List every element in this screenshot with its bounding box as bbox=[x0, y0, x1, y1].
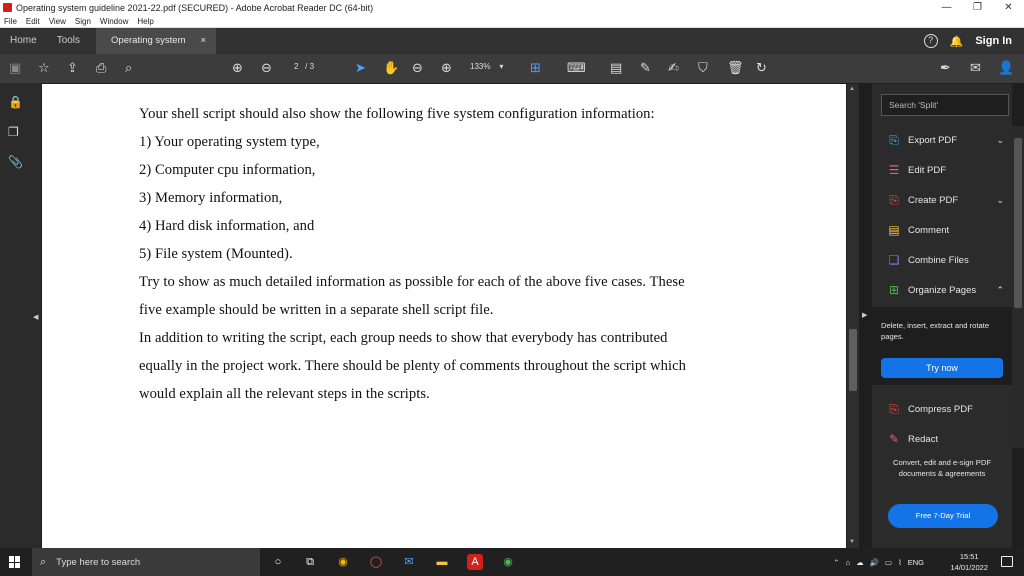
doc-line: Your shell script should also show the following five system configuration information: bbox=[139, 106, 655, 122]
tool-organize-pages[interactable] bbox=[886, 281, 1004, 299]
windows-taskbar bbox=[0, 548, 1024, 576]
promo-text: Convert, edit and e-sign PDF documents & agreements bbox=[893, 458, 991, 478]
delete-icon[interactable]: 🗑 bbox=[727, 60, 744, 75]
combine-files-icon: ❏ bbox=[888, 253, 900, 267]
draw-icon[interactable]: ✍ bbox=[668, 60, 679, 75]
tool-comment[interactable] bbox=[886, 221, 1004, 239]
zoom-dropdown[interactable] bbox=[470, 62, 503, 71]
find-zoom-icon[interactable]: ⌕ bbox=[125, 60, 133, 75]
doc-line: In addition to writing the script, each group needs to show that everybody has contributed bbox=[139, 330, 668, 346]
system-tray bbox=[833, 548, 924, 576]
free-trial-button[interactable]: Free 7-Day Trial bbox=[888, 504, 998, 528]
bookmark-star-icon[interactable]: ☆ bbox=[38, 60, 50, 75]
tab-document[interactable] bbox=[96, 28, 216, 54]
clock-date: 14/01/2022 bbox=[950, 563, 988, 572]
minimize-button[interactable]: — bbox=[941, 2, 952, 13]
chrome-icon[interactable]: ◉ bbox=[338, 556, 348, 568]
tool-combine-files[interactable] bbox=[886, 251, 1004, 269]
tools-pane-scroll-thumb[interactable] bbox=[1014, 138, 1022, 308]
menu-view[interactable]: View bbox=[48, 16, 66, 26]
redact-icon: ✎ bbox=[888, 432, 900, 446]
organize-pages-description bbox=[872, 307, 1012, 385]
scroll-up-icon[interactable]: ▲ bbox=[849, 86, 855, 92]
sign-pen-icon[interactable]: ✒ bbox=[940, 60, 951, 75]
tool-label: Create PDF bbox=[908, 194, 959, 206]
select-arrow-icon[interactable]: ➤ bbox=[355, 60, 366, 75]
tool-create-pdf[interactable] bbox=[886, 191, 1004, 209]
doc-line: 5) File system (Mounted). bbox=[139, 246, 293, 262]
chevron-down-icon: ▾ bbox=[499, 62, 504, 71]
taskbar-search[interactable] bbox=[32, 548, 260, 576]
window-title: Operating system guideline 2021-22.pdf (SECURED) - Adobe Acrobat Reader DC (64-bit) bbox=[16, 2, 374, 13]
share-user-icon[interactable]: 👤 bbox=[998, 60, 1015, 75]
clock-time: 15:51 bbox=[959, 552, 979, 561]
menu-file[interactable]: File bbox=[4, 16, 17, 26]
upload-cloud-icon[interactable]: ⇪ bbox=[67, 60, 78, 75]
document-scroll-thumb[interactable] bbox=[849, 329, 857, 391]
chevron-down-icon[interactable]: ⌄ bbox=[996, 194, 1004, 205]
tool-label: Organize Pages bbox=[908, 284, 977, 296]
tool-label: Export PDF bbox=[908, 134, 958, 146]
edit-pdf-icon: ☰ bbox=[888, 163, 900, 177]
network-icon[interactable]: ⌂ bbox=[845, 557, 851, 567]
zoom-in-icon[interactable]: ⊕ bbox=[441, 60, 452, 75]
next-page-icon[interactable]: ⊖ bbox=[261, 60, 272, 75]
fit-page-icon[interactable]: ⊞ bbox=[530, 60, 541, 75]
bell-icon[interactable]: 🔔 bbox=[949, 35, 964, 48]
menu-window[interactable]: Window bbox=[99, 16, 129, 26]
wifi-icon[interactable]: ⌇ bbox=[898, 557, 902, 567]
search-icon: ⌕ bbox=[40, 555, 47, 568]
scroll-down-icon[interactable]: ▼ bbox=[849, 539, 855, 545]
tool-label: Comment bbox=[908, 224, 950, 236]
doc-line: equally in the project work. There should be plenty of comments throughout the script which bbox=[139, 358, 686, 374]
tools-pane bbox=[872, 84, 1012, 548]
task-view-icon[interactable]: ⧉ bbox=[306, 556, 314, 568]
try-now-button[interactable]: Try now bbox=[881, 358, 1003, 378]
chevron-down-icon[interactable]: ⌄ bbox=[996, 134, 1004, 145]
lock-icon[interactable]: 🔒 bbox=[8, 95, 23, 109]
doc-line: would explain all the relevant steps in the scripts. bbox=[139, 386, 430, 402]
cloud-icon[interactable]: ☁ bbox=[856, 557, 864, 567]
previous-page-icon[interactable]: ⊕ bbox=[232, 60, 243, 75]
compress-pdf-icon: ⎘ bbox=[889, 402, 899, 416]
volume-icon[interactable]: 🔊 bbox=[869, 557, 879, 567]
highlight-pen-icon[interactable]: ✎ bbox=[640, 60, 651, 75]
notifications-icon[interactable] bbox=[1001, 556, 1013, 567]
window-controls bbox=[931, 0, 1024, 15]
taskbar-search-placeholder: Type here to search bbox=[56, 556, 141, 568]
attachment-icon[interactable]: 📎 bbox=[8, 155, 23, 169]
comment-toolbar-icon[interactable]: ▤ bbox=[610, 60, 623, 75]
chevron-up-icon[interactable]: ⌃ bbox=[996, 284, 1004, 295]
chrome-profile-icon[interactable]: ◉ bbox=[503, 556, 513, 568]
language-indicator[interactable]: ENG bbox=[907, 557, 924, 567]
acrobat-app-icon bbox=[3, 3, 12, 12]
hand-tool-icon[interactable]: ✋ bbox=[383, 60, 400, 75]
tools-pane-scrollbar[interactable] bbox=[1012, 126, 1024, 448]
tool-compress-pdf[interactable] bbox=[886, 400, 1004, 418]
stamp-icon[interactable]: ⛉ bbox=[698, 60, 708, 75]
zoom-value: 133% bbox=[470, 62, 491, 71]
organize-description-text: Delete, insert, extract and rotate pages. bbox=[881, 321, 990, 341]
tool-redact[interactable] bbox=[886, 430, 1004, 448]
keyboard-icon[interactable]: ⌨ bbox=[567, 60, 586, 75]
menu-bar bbox=[0, 15, 1024, 28]
doc-line: 4) Hard disk information, and bbox=[139, 218, 315, 234]
export-pdf-icon: ⎘ bbox=[889, 133, 899, 147]
battery-icon[interactable]: ▭ bbox=[884, 557, 893, 567]
comment-icon: ▤ bbox=[888, 223, 900, 237]
print-icon[interactable]: ⎙ bbox=[96, 60, 107, 75]
page-current-input[interactable]: 2 bbox=[294, 62, 299, 71]
tab-home[interactable]: Home bbox=[10, 35, 37, 46]
menu-help[interactable]: Help bbox=[137, 16, 154, 26]
tab-close-icon[interactable]: × bbox=[200, 35, 207, 46]
cortana-icon[interactable]: ○ bbox=[274, 556, 282, 568]
left-rail bbox=[0, 83, 30, 548]
clock[interactable] bbox=[950, 551, 988, 573]
tools-search-input[interactable]: Search 'Split' bbox=[881, 94, 1009, 116]
tab-document-label: Operating system bbox=[111, 35, 186, 46]
mail-icon[interactable]: ✉ bbox=[404, 556, 414, 568]
page-indicator bbox=[294, 62, 314, 71]
windows-start-icon[interactable] bbox=[9, 556, 21, 568]
save-icon[interactable]: ▣ bbox=[9, 60, 22, 75]
opera-icon[interactable]: ◯ bbox=[369, 556, 383, 568]
doc-line: five example should be written in a separate shell script file. bbox=[139, 302, 494, 318]
zoom-out-icon[interactable]: ⊖ bbox=[412, 60, 423, 75]
doc-line: 1) Your operating system type, bbox=[139, 134, 320, 150]
doc-line: 3) Memory information, bbox=[139, 190, 283, 206]
email-icon[interactable]: ✉ bbox=[970, 60, 981, 75]
chevron-up-icon[interactable]: ⌃ bbox=[833, 557, 840, 567]
pages-thumbnail-icon[interactable]: ❐ bbox=[8, 125, 19, 139]
help-icon[interactable]: ? bbox=[924, 34, 938, 48]
tool-label: Compress PDF bbox=[908, 403, 973, 415]
create-pdf-icon: ⎘ bbox=[889, 193, 899, 207]
tool-label: Combine Files bbox=[908, 254, 969, 266]
document-scrollbar[interactable] bbox=[847, 84, 859, 548]
tab-bar-right bbox=[924, 28, 1012, 54]
title-bar bbox=[0, 0, 1024, 15]
close-button[interactable]: ✕ bbox=[1004, 2, 1013, 13]
doc-line: 2) Computer cpu information, bbox=[139, 162, 316, 178]
collapse-right-panel-icon[interactable]: ▶ bbox=[862, 312, 868, 319]
organize-pages-icon: ⊞ bbox=[888, 283, 900, 297]
sign-in-button[interactable]: Sign In bbox=[975, 35, 1012, 47]
toolbar bbox=[0, 54, 1024, 83]
menu-sign[interactable]: Sign bbox=[74, 16, 91, 26]
tool-label: Edit PDF bbox=[908, 164, 947, 176]
rotate-icon[interactable]: ↻ bbox=[756, 60, 767, 75]
doc-line: Try to show as much detailed information as possible for each of the above five cases. These bbox=[139, 274, 685, 290]
collapse-left-panel-icon[interactable]: ◀ bbox=[33, 314, 39, 321]
acrobat-taskbar-icon[interactable]: A bbox=[467, 554, 483, 570]
pdf-page bbox=[42, 84, 846, 548]
menu-edit[interactable]: Edit bbox=[25, 16, 40, 26]
tab-tools[interactable]: Tools bbox=[56, 35, 81, 46]
page-total: / 3 bbox=[305, 62, 315, 71]
maximize-button[interactable]: ❐ bbox=[973, 2, 982, 13]
file-explorer-icon[interactable]: ▬ bbox=[436, 556, 448, 568]
tool-label: Redact bbox=[908, 433, 939, 445]
tool-edit-pdf[interactable] bbox=[886, 161, 1004, 179]
tool-export-pdf[interactable] bbox=[886, 131, 1004, 149]
tab-bar bbox=[0, 28, 1024, 54]
